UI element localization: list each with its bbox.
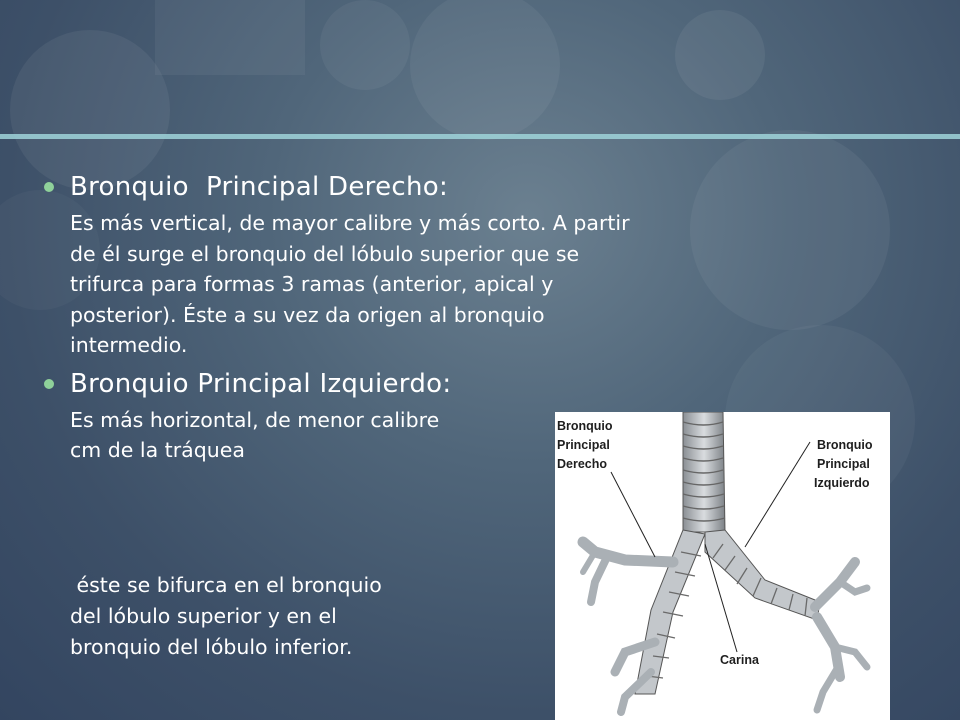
trachea — [683, 412, 725, 532]
right-bronchus-description — [70, 208, 860, 361]
label-left-line-1: Bronquio — [817, 438, 873, 452]
bullet-dot — [44, 379, 54, 389]
text-line: del lóbulo superior y en el — [70, 604, 337, 628]
text-line: posterior). Éste a su vez da origen al bronquio — [70, 302, 545, 327]
label-right-line-1: Bronquio — [557, 419, 613, 433]
text-line: Es más horizontal, de menor calibre — [70, 407, 440, 432]
text-line: bronquio del lóbulo inferior. — [70, 635, 353, 659]
text-line: éste se bifurca en el bronquio — [70, 573, 382, 597]
left-bronchus-heading: Bronquio Principal Izquierdo: — [70, 368, 452, 399]
text-line: cm de la tráquea — [70, 438, 245, 462]
bronchi-diagram — [555, 412, 890, 720]
label-right-line-3: Derecho — [557, 457, 608, 471]
left-bronchus-continuation — [70, 570, 382, 663]
text-line: Es más vertical, de mayor calibre y más corto. A partir — [70, 211, 630, 235]
label-right-line-2: Principal — [557, 438, 610, 452]
right-main-bronchus — [583, 530, 705, 712]
bullet-right-bronchus — [40, 170, 860, 361]
bullet-dot — [44, 182, 54, 192]
text-line: trifurca para formas 3 ramas (anterior, apical y — [70, 272, 554, 296]
title-divider-line — [0, 134, 960, 139]
right-bronchus-heading: Bronquio Principal Derecho: — [70, 172, 449, 202]
bronchial-tree-illustration — [555, 412, 890, 720]
text-line: intermedio. — [70, 333, 188, 357]
label-left-line-3: Izquierdo — [814, 476, 870, 490]
label-left-line-2: Principal — [817, 457, 870, 471]
label-carina: Carina — [720, 653, 759, 667]
left-main-bronchus — [705, 530, 867, 710]
text-line: de él surge el bronquio del lóbulo superior que se — [70, 241, 580, 266]
